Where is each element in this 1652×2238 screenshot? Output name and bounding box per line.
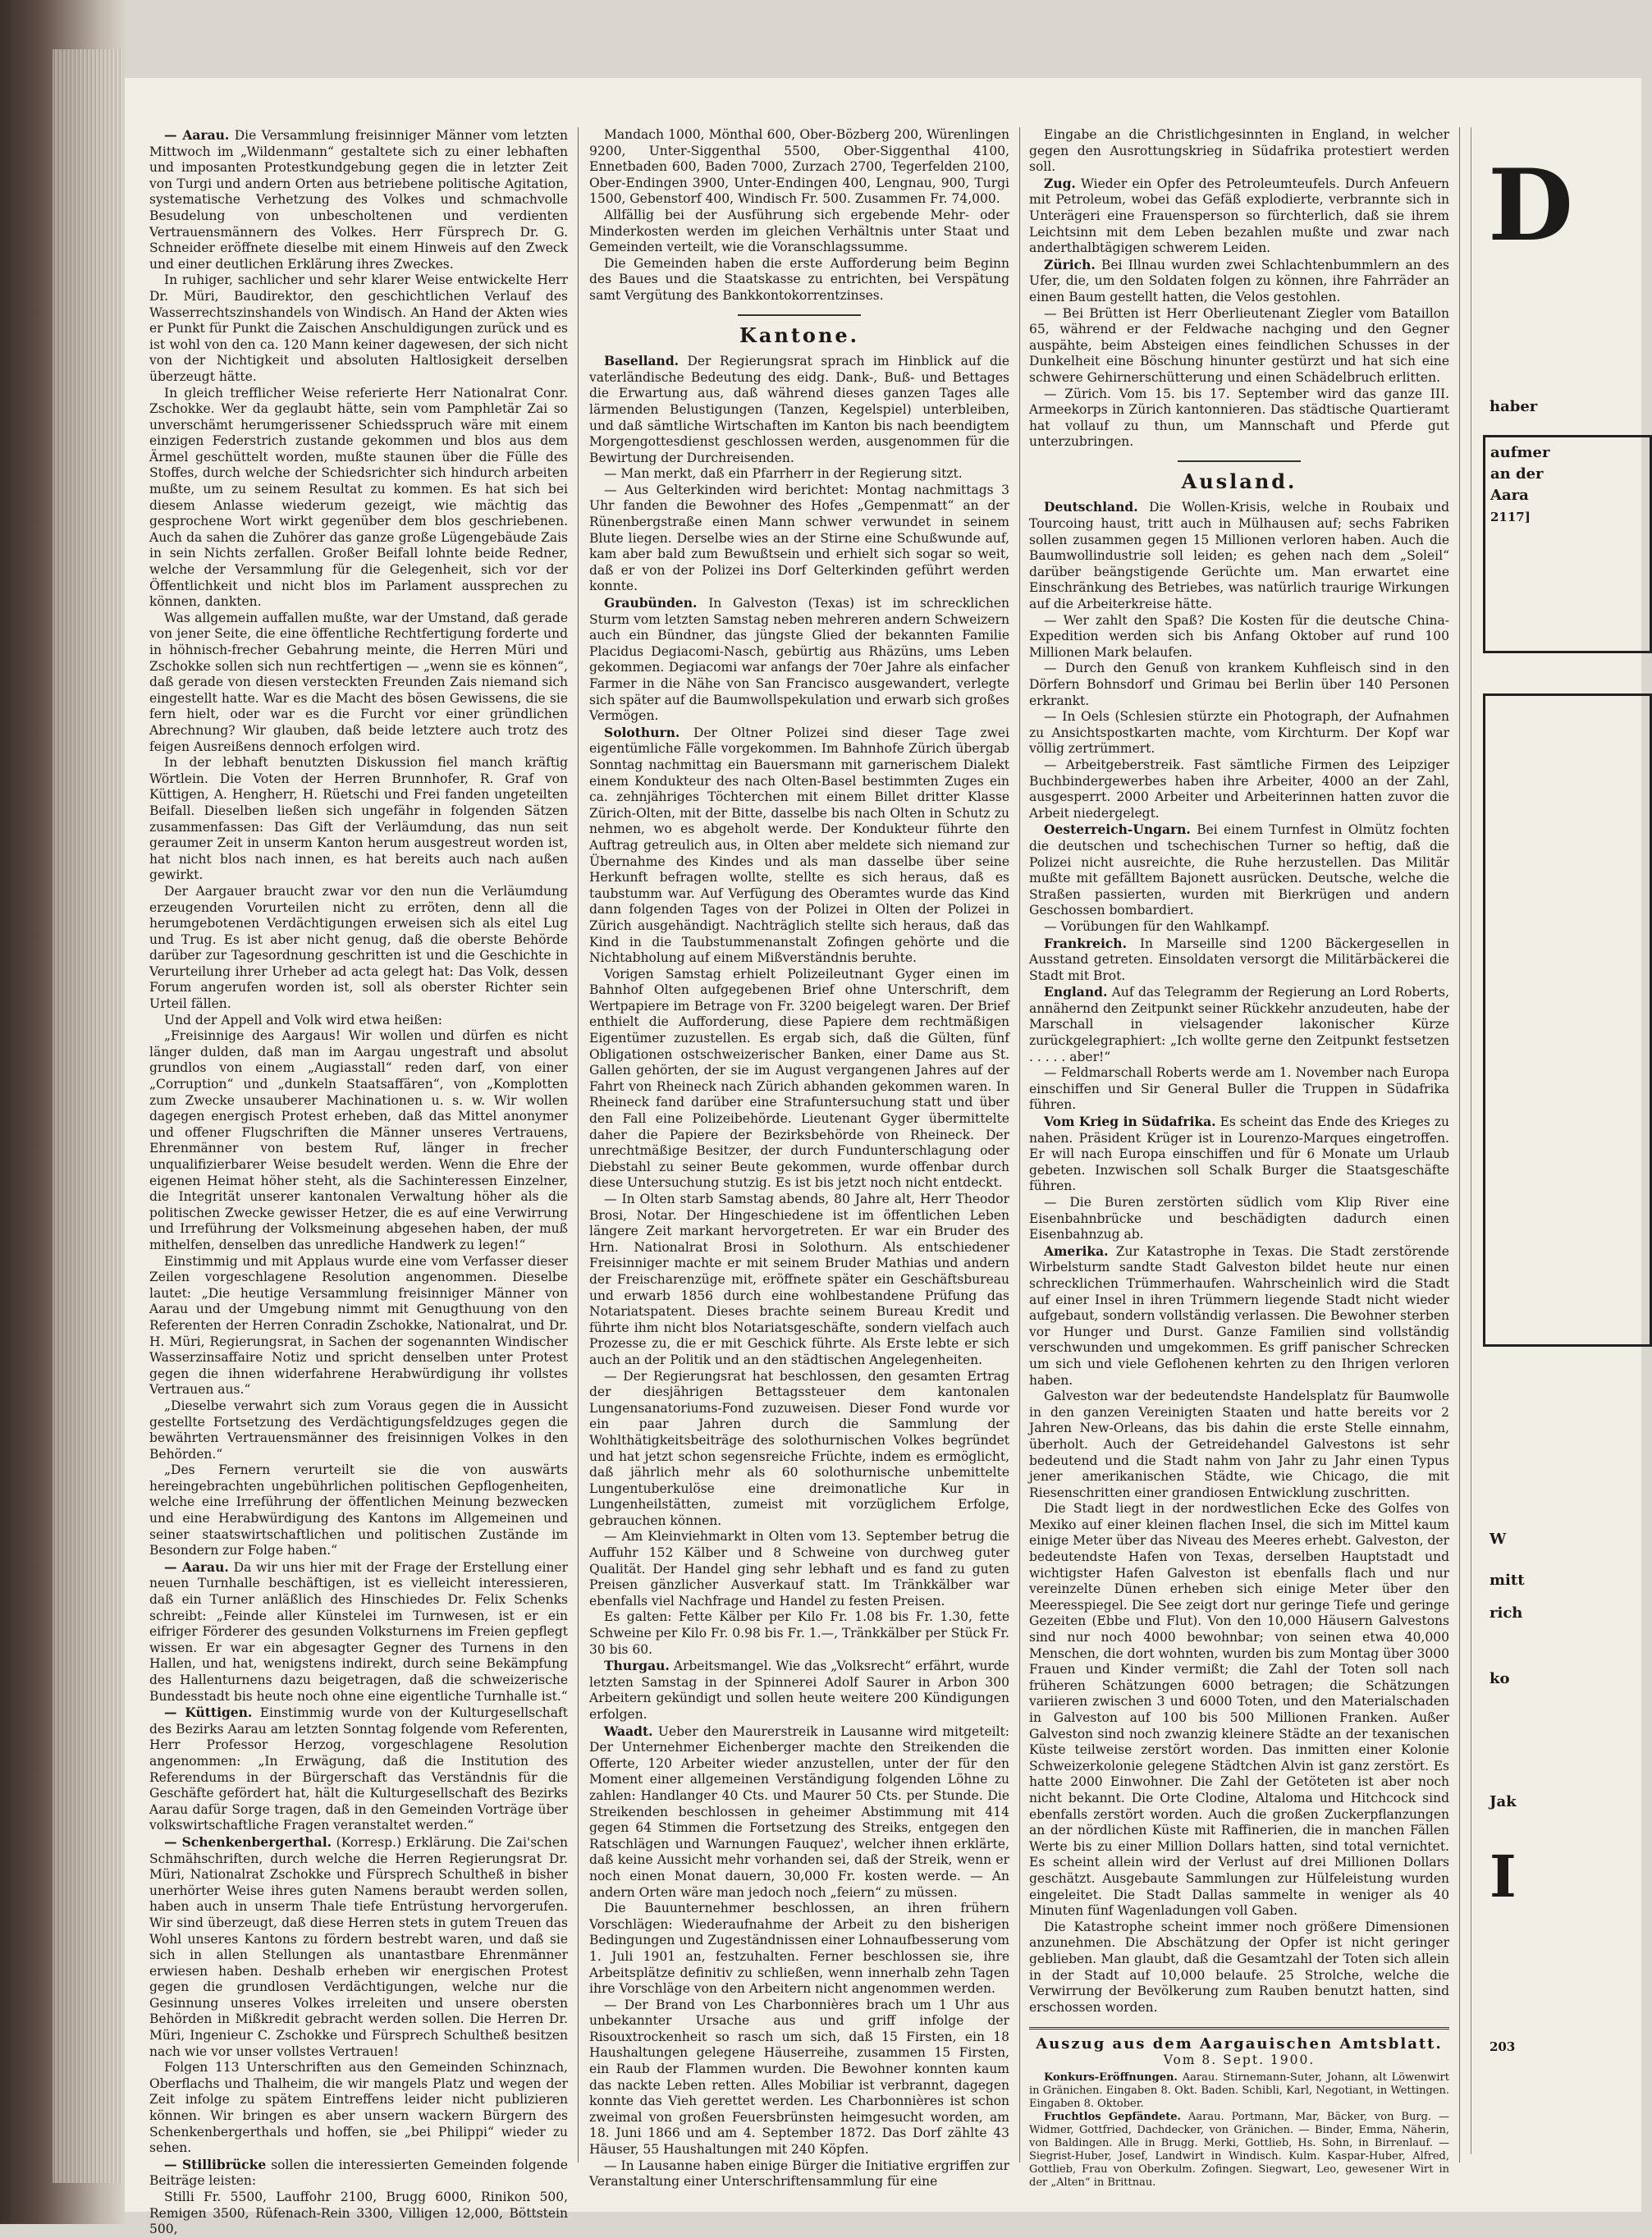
article-paragraph bbox=[149, 1254, 568, 1398]
article-text: Die Katastrophe scheint immer noch größere Dimensionen anzunehmen. Die Abschätzung der Opfer ist nicht geringer geblieben. Man glaubt, daß die Gesamtzahl der Toten sich allein in der Stadt auf 10,000 belaufe. 25 Strolche, welche die Verwirrung der Bevölkerung zum Rauben benutzt hatten, sind erschossen worden. bbox=[1029, 1919, 1449, 2015]
article-text: „Des Fernern verurteilt sie die von auswärts hereingebrachten ungebührlichen politischen Gepflogenheiten, welche eine Irreführung der öffentlichen Meinung bezwecken und eine Herabwürdigung des Kantons im Allgemeinen und seiner staatswirtschaftlichen und politischen Zustände im Besondern zur Folge haben.“ bbox=[149, 1462, 568, 1558]
article-text: Einstimmig wurde von der Kulturgesellschaft des Bezirks Aarau am letzten Sonntag folgende vom Referenten, Herr Professor Herzog, vorgeschlagene Resolution angenommen: „In Erwägung, daß die Institution des Referendums in der Bürgerschaft das Verständnis für die Geschäfte gefördert hat, hält die Kulturgesellschaft des Bezirks Aarau dafür Sorge tragen, daß in den Gemeinden Vorträge über volkswirtschaftliche Fragen veranstaltet werden.“ bbox=[149, 1705, 568, 1833]
fragment-text: W bbox=[1490, 1531, 1507, 1548]
article-text: Zur Katastrophe in Texas. Die Stadt zerstörende Wirbelsturm sandte Stadt Galveston bildet heute nur einen schrecklichen Trümmerhaufen. Wahrscheinlich wird die Stadt auf einer Insel in ihren Trümmern liegende Stadt nicht wieder aufgebaut, sondern vollständig verlassen. Die Bewohner sterben vor Hunger und Durst. Ganze Familien sind vollständig verschwunden und umgekommen. Es griff panischer Schrecken um sich und viele Geflohenen kehrten zu den Ihrigen verloren haben. bbox=[1029, 1243, 1449, 1388]
article-paragraph bbox=[149, 2190, 568, 2238]
article-paragraph bbox=[589, 2158, 1009, 2190]
article-text: — Der Regierungsrat hat beschlossen, den gesamten Ertrag der diesjährigen Bettagssteuer dem kantonalen Lungensanatoriums-Fond zuzuweisen. Dieser Fond wurde vor ein paar Jahren durch die Sammlung der Wohlthätigkeitsbeiträge des solothurnischen Volkes begründet und hat jetzt schon segensreiche Früchte, indem es ermöglicht, daß jährlich mehr als 60 solothurnische unbemittelte Lungentuberkulöse eine dreimonatliche Kur in Lungenheilstätten, zumeist mit vorzüglichem Erfolge, gebrauchen können. bbox=[589, 1368, 1009, 1528]
article-paragraph bbox=[1029, 1243, 1449, 1389]
article-text: Bei einem Turnfest in Olmütz fochten die deutschen und tschechischen Turner so heftig, daß die Polizei nicht ausreichte, die Ruhe herzustellen. Das Militär mußte mit gefälltem Bajonett ausrücken. Deutsche, welche die Straßen passierten, wurden mit Bierkrügen und andern Geschossen bombardiert. bbox=[1029, 822, 1449, 918]
column-rule bbox=[1019, 127, 1020, 2162]
article-text: Die Gemeinden haben die erste Aufforderung beim Beginn des Baues und die Staatskasse zu entrichten, bei Verspätung samt Vergütung des Bankkontokorrentzinses. bbox=[589, 255, 1009, 303]
article-paragraph bbox=[1029, 1920, 1449, 2016]
article-paragraph bbox=[149, 1028, 568, 1253]
amtsblatt-entry-text: Aarau. Stirnemann-Suter, Johann, alt Löwenwirt in Gränichen. Eingaben 8. Okt. Baden. Schibli, Karl, Negotiant, in Wettingen. Eingaben 8. Oktober. bbox=[1029, 2071, 1449, 2111]
article-text: In Marseille sind 1200 Bäckergesellen in Ausstand getreten. Einsoldaten versorgt die Militärbäckerei die Stadt mit Brot. bbox=[1029, 936, 1449, 983]
article-paragraph bbox=[149, 611, 568, 755]
article-text: Auf das Telegramm der Regierung an Lord Roberts, annähernd den Zeitpunkt seiner Rückkehr anzudeuten, habe der Marschall in vielsagender lakonischer Kürze zurückgelegraphiert: „Ich wollte gerne den Zeitpunkt festsetzen . . . . . aber!“ bbox=[1029, 985, 1449, 1064]
article-text: — Aus Gelterkinden wird berichtet: Montag nachmittags 3 Uhr fanden die Bewohner des Hofes „Gempenmatt“ an der Rünenbergstraße einen Mann schwer verwundet in seinem Blute liegen. Derselbe wies an der Stirne eine Schußwunde auf, kam aber bald zum Bewußtsein und erhielt sich sogar so weit, daß er von der Polizei ins Dorf Gelterkinden geführt werden konnte. bbox=[589, 482, 1009, 594]
article-paragraph bbox=[1029, 1065, 1449, 1114]
masthead-letter: D bbox=[1488, 148, 1574, 263]
article-paragraph bbox=[149, 2060, 568, 2157]
article-paragraph bbox=[1029, 613, 1449, 661]
article-text: Die Wollen-Krisis, welche in Roubaix und Tourcoing haust, tritt auch in Mülhausen auf; sechs Fabriken sollen zusammen gegen 15 Millionen verloren haben. Auch die Baumwollindustrie soll leiden; es gehen nach dem „Soleil“ darüber beängstigende Gerüchte um. Man erwartet eine Einschränkung des Betriebes, was natürlich traurige Wirkungen auf die Arbeiterkreise hätte. bbox=[1029, 500, 1449, 612]
article-lead: Vom Krieg in Südafrika. bbox=[1044, 1114, 1216, 1130]
article-text: (Korresp.) Erklärung. Die Zai'schen Schmähschriften, durch welche die Herren Regierungsrat Dr. Müri, Nationalrat Zschokke und Fürsprech Schultheß in bisher unerhörter Weise ihres guten Namens beraubt werden sollen, haben auch in unserm Thale tiefe Entrüstung hervorgerufen. Wir sind überzeugt, daß diese Herren stets in gutem Treuen das Wohl unseres Kantons zu fördern bestrebt waren, und daß sie sich in allen Stellungen als unantastbare Ehrenmänner erwiesen haben. Deshalb erheben wir energischen Protest gegen die grundlosen Verdächtigungen, welche nur die Gesinnung unseres Volkes irreleiten und unsere obersten Behörden in Mißkredit gebracht werden sollen. Die Herren Dr. Müri, Ingenieur C. Zschokke und Fürsprech Schultheß besitzen nach wie vor unser vollstes Vertrauen! bbox=[149, 1834, 569, 2059]
ad-frame bbox=[1483, 693, 1652, 1347]
article-paragraph bbox=[1029, 306, 1449, 387]
article-text: Wieder ein Opfer des Petroleumteufels. Durch Anfeuern mit Petroleum, wobei das Gefäß explodierte, verbrannte sich in Unterägeri eine Frauensperson so fürchterlich, daß sie ihrem Leichtsinn mit dem Leben bezahlen mußte und zwar nach anderthalbtägigen schwerem Leiden. bbox=[1029, 176, 1449, 256]
article-paragraph bbox=[149, 1559, 568, 1705]
article-paragraph bbox=[589, 1901, 1009, 1998]
article-lead: Solothurn. bbox=[604, 724, 680, 740]
article-text: — Zürich. Vom 15. bis 17. September wird das ganze III. Armeekorps in Zürich kantonnieren. Das städtische Quartieramt hat vollauf zu thun, um Mannschaft und Pferde gut unterzubringen. bbox=[1029, 386, 1449, 450]
article-lead: Waadt. bbox=[604, 1723, 653, 1739]
article-text: — Feldmarschall Roberts werde am 1. November nach Europa einschiffen und Sir General Buller die Truppen in Südafrika führen. bbox=[1029, 1065, 1449, 1113]
article-text: Ueber den Maurerstreik in Lausanne wird mitgeteilt: Der Unternehmer Eichenberger machte den Streikenden die Offerte, 120 Arbeiter wieder anzustellen, unter der für den Moment einer allgemeinen Verständigung folgenden Löhne zu zahlen: Handlanger 40 Cts. und Maurer 50 Cts. per Stunde. Die Streikenden beschlossen in geheimer Abstimmung mit 414 gegen 64 Stimmen die Fortsetzung des Streiks, entgegen den Ratschlägen und Warnungen Fauquez', welcher ihnen erklärte, daß keine Aussicht mehr vorhanden sei, daß der Streik, wenn er noch einen Monat dauern, 30,000 Fr. kosten werde. — An andern Orten wäre man jedoch noch „feiern“ zu müssen. bbox=[589, 1723, 1009, 1900]
article-text: — Die Buren zerstörten südlich vom Klip River eine Eisenbahnbrücke und beschädigten dadurch einen Eisenbahnzug ab. bbox=[1029, 1195, 1449, 1243]
article-text: In ruhiger, sachlicher und sehr klarer Weise entwickelte Herr Dr. Müri, Baudirektor, den geschichtlichen Verlauf des Wasserrechtszinshandels von Windisch. An Hand der Akten wies er Punkt für Punkt die Zaischen Anschuldigungen zurück und es ist wohl von den ca. 120 Mann keiner dagewesen, der sich nicht von der Nichtigkeit und absoluten Haltlosigkeit derselben überzeugt hätte. bbox=[149, 272, 568, 384]
article-paragraph bbox=[589, 1723, 1009, 1902]
article-text: Der Regierungsrat sprach im Hinblick auf die vaterländische Bedeutung des eidg. Dank-, Buß- und Bettages die Erwartung aus, daß während dieses ganzen Tages alle lärmenden Belustigungen (Tanzen, Kegelspiel) unterbleiben, und daß sämtliche Wirtschaften im Kanton bis nach beendigtem Morgengottesdienst geschlossen werden, ausgenommen für die Bewirtung der Durchreisenden. bbox=[589, 354, 1009, 465]
article-paragraph bbox=[149, 386, 568, 611]
article-paragraph bbox=[589, 1192, 1009, 1369]
fragment-text: Jak bbox=[1490, 1793, 1517, 1810]
amtsblatt-date: Vom 8. Sept. 1900. bbox=[1163, 2052, 1316, 2067]
article-text: — Wer zahlt den Spaß? Die Kosten für die deutsche China-Expedition werden sich bis Anfang Oktober auf rund 100 Millionen Mark belaufen. bbox=[1029, 612, 1449, 660]
article-paragraph bbox=[149, 1705, 568, 1834]
article-text: Es scheint das Ende des Krieges zu nahen. Präsident Krüger ist in Lourenzo-Marques eingetroffen. Er will nach Europa einschiffen und für 6 Monate um Urlaub gebeten. Inzwischen soll Schalk Burger die Staatsgeschäfte führen. bbox=[1029, 1114, 1449, 1194]
article-paragraph bbox=[1029, 1114, 1449, 1195]
article-text: Vorigen Samstag erhielt Polizeileutnant Gyger einen im Bahnhof Olten aufgegebenen Brief ohne Unterschrift, dem Wertpapiere im Betrage von Fr. 3200 beigelegt waren. Der Brief enthielt die Aufforderung, diese Papiere dem rechtmäßigen Eigentümer zuzustellen. Es ergab sich, daß die Gülten, fünf Obligationen ostschweizerischer Banken, einer Dame aus St. Gallen gehörten, der sie im August vergangenen Jahres auf der Fahrt von Rheineck nach Zürich abhanden gekommen waren. In Rheineck fand darüber eine Strafuntersuchung statt und über den Fall eine Polizeibehörde. Lieutenant Gyger übermittelte daher die Papiere der Bezirksbehörde von Rheineck. Der unrechtmäßige Besitzer, der durch Fundunterschlagung oder Diebstahl zu seiner Beute gekommen, wurde offenbar durch diese Untersuchung stutzig. Es ist bis jetzt noch nicht entdeckt. bbox=[589, 966, 1009, 1191]
article-paragraph bbox=[589, 466, 1009, 483]
article-lead: England. bbox=[1044, 984, 1108, 1000]
article-paragraph bbox=[1029, 709, 1449, 757]
fragment-text: 2117] bbox=[1490, 510, 1531, 524]
article-text: In gleich trefflicher Weise referierte Herr Nationalrat Conr. Zschokke. Wer da geglaubt hätte, sein vom Pamphletär Zai so unverschämt herumgerissener Schiedsspruch wäre mit einem einzigen Federstrich zustande gekommen und blos aus dem Ärmel geschüttelt worden, mußte staunen über die Fülle des Stoffes, durch welche der Schiedsrichter sich hindurch arbeiten mußte, um zu seinem Resultat zu kommen. Es hat sich bei diesem Anlasse wiederum gezeigt, wie mächtig das gesprochene Wort wirkt gegenüber dem blos geschriebenen. Auch da sahen die Zuhörer das ganze große Lügengebäude Zais in sein Nichts zerfallen. Großer Beifall lohnte beide Redner, welche der Versammlung für die Gelegenheit, sich vor der Öffentlichkeit und nicht blos im Parlament aussprechen zu können, dankten. bbox=[149, 385, 568, 610]
article-text: In der lebhaft benutzten Diskussion fiel manch kräftig Wörtlein. Die Voten der Herren Brunnhofer, R. Graf von Küttigen, A. Hengherr, H. Rüetschi und Frei fanden ungeteilten Beifall. Dieselben ließen sich ungefähr in folgenden Sätzen zusammenfassen: Das Gift der Verläumdung, das nun seit geraumer Zeit in unserm Kanton herum ausgestreut worden ist, hat nicht blos nach innen, es hat bereits auch nach außen gewirkt. bbox=[149, 755, 568, 883]
newspaper-page bbox=[125, 78, 1641, 2237]
article-lead: Graubünden. bbox=[604, 595, 698, 611]
article-paragraph bbox=[149, 1834, 568, 2060]
column-2 bbox=[589, 127, 1009, 2190]
next-page-strip bbox=[1471, 127, 1642, 2154]
article-paragraph bbox=[589, 1529, 1009, 1609]
article-text: Arbeitsmangel. Wie das „Volksrecht“ erfährt, wurde letzten Samstag in der Spinnerei Adolf Saurer in Arbon 300 Arbeitern gekündigt und sollen heute weitere 200 Kündigungen erfolgen. bbox=[589, 1659, 1009, 1722]
article-paragraph bbox=[149, 1462, 568, 1559]
fragment-text: aufmer bbox=[1490, 444, 1550, 461]
article-paragraph bbox=[589, 127, 1009, 208]
article-text: Was allgemein auffallen mußte, war der Umstand, daß gerade von jener Seite, die eine öffentliche Rechtfertigung forderte und in höhnisch-frecher Gebahrung meinte, die Herren Müri und Zschokke sollen sich nun rechtfertigen — „wenn sie es können“, daß gerade von diesen versteckten Freunden Zais niemand sich eingestellt hatte. War es die Macht des bösen Gewissens, die sie fern hielt, oder war es die Furcht vor einer gründlichen Abrechnung? Wir glauben, daß beide letztere auch trotz des feigen Ausreißens dennoch erfolgen wird. bbox=[149, 610, 568, 754]
article-text: Einstimmig und mit Applaus wurde eine vom Verfasser dieser Zeilen vorgeschlagene Resolution angenommen. Dieselbe lautet: „Die heutige Versammlung freisinniger Männer von Aarau und der Umgebung nimmt mit Genugthuung von den Referenten der Herren Conradin Zschokke, Nationalrat, und Dr. H. Müri, Regierungsrat, in Sachen der sogenannten Windischer Wasserzinsaffaire Notiz und spricht denselben unter Protest gegen die ihnen widerfahrene Herabwürdigung ihr vollstes Vertrauen aus.“ bbox=[149, 1253, 568, 1398]
article-lead: Oesterreich-Ungarn. bbox=[1044, 822, 1191, 838]
fragment-text: mitt bbox=[1490, 1572, 1525, 1589]
article-lead: Frankreich. bbox=[1044, 935, 1127, 951]
article-text: Bei Illnau wurden zwei Schlachtenbummlern an des Ufer, die, um den Soldaten folgen zu können, ihre Fahrräder an einen Baum gestellt hatten, die Velos gestohlen. bbox=[1029, 257, 1449, 304]
article-paragraph bbox=[1029, 984, 1449, 1065]
article-paragraph bbox=[1029, 822, 1449, 919]
article-text: In Galveston (Texas) ist im schrecklichen Sturm vom letzten Samstag neben mehreren andern Schweizern auch ein Bündner, das jüngste Glied der bekannten Familie Placidus Degiacomi-Nasch, gebürtig aus Rhäzüns, ums Leben gekommen. Degiacomi war anfangs der 70er Jahre als einfacher Farmer in die Nähe von San Francisco ausgewandert, verlegte sich später auf die Baumwollspekulation und erwarb sich großes Vermögen. bbox=[589, 596, 1009, 724]
article-paragraph bbox=[149, 2157, 568, 2190]
column-rule bbox=[1459, 127, 1460, 2162]
article-paragraph bbox=[1029, 127, 1449, 176]
article-paragraph bbox=[589, 1369, 1009, 1530]
ad-frame bbox=[1483, 435, 1652, 653]
article-text: Stilli Fr. 5500, Lauffohr 2100, Brugg 6000, Rinikon 500, Remigen 3500, Rüfenach-Rein 3300, Villigen 12,000, Böttstein 500, bbox=[149, 2190, 568, 2237]
article-text: Folgen 113 Unterschriften aus den Gemeinden Schinznach, Oberflachs und Thalheim, die wir mangels Platz und wegen der Zeit infolge zu spätem Eintreffens leider nicht publizieren können. Wir bringen es aber unsern wackern Bürgern des Schenkenbergerthals und hoffen, sie „bei Philippi“ wieder zu sehen. bbox=[149, 2060, 568, 2156]
article-lead: Baselland. bbox=[604, 353, 680, 369]
article-text: Und der Appell and Volk wird etwa heißen: bbox=[164, 1012, 442, 1027]
article-text: Die Versammlung freisinniger Männer vom letzten Mittwoch im „Wildenmann“ gestaltete sich zu einer lebhaften und imposanten Protestkundgebung gegen die in letzter Zeit von Turgi und andern Orten aus betriebene politische Agitation, systematische Verhetzung des Volkes und schmachvolle Besudelung von unbescholtenen und verdienten Vertrauensmännern des Volkes. Herr Fürsprech Dr. G. Schneider eröffnete dieselbe mit einem Hinweis auf den Zweck und einer deutlichen Erklärung ihres Zweckes. bbox=[149, 128, 569, 272]
page-edges bbox=[53, 49, 123, 2183]
article-lead: Thurgau. bbox=[604, 1658, 670, 1674]
article-paragraph bbox=[1029, 257, 1449, 306]
article-paragraph bbox=[149, 127, 568, 272]
amtsblatt-entry bbox=[1029, 2111, 1449, 2190]
article-paragraph bbox=[1029, 1389, 1449, 1501]
fragment-text: rich bbox=[1490, 1604, 1523, 1622]
article-paragraph bbox=[149, 1013, 568, 1029]
amtsblatt-entry-lead: Fruchtlos Gepfändete. bbox=[1044, 2111, 1182, 2124]
article-lead: Zürich. bbox=[1044, 256, 1096, 272]
article-paragraph bbox=[1029, 1195, 1449, 1243]
section-title-kantone: Kantone. bbox=[739, 323, 860, 347]
article-text: Die Bauunternehmer beschlossen, an ihren frühern Vorschlägen: Wiederaufnahme der Arbeit zu den bisherigen Bedingungen und Zugeständnissen einer Lohnaufbesserung vom 1. Juli 1901 an, festzuhalten. Ferner beschlossen sie, ihre Arbeitsplätze definitiv zu schließen, wenn innerhalb zehn Tagen ihre Vorschläge von den Arbeitern nicht angenommen werden. bbox=[589, 1901, 1009, 1997]
article-lead: — Küttigen. bbox=[164, 1705, 253, 1721]
article-paragraph bbox=[589, 256, 1009, 304]
article-text: sollen die interessierten Gemeinden folgende Beiträge leisten: bbox=[149, 2157, 568, 2189]
section-title-ausland: Ausland. bbox=[1181, 469, 1297, 493]
amtsblatt-entry-lead: Konkurs-Eröffnungen. bbox=[1044, 2071, 1178, 2085]
article-paragraph bbox=[1029, 757, 1449, 822]
article-text: — Am Kleinviehmarkt in Olten vom 13. September betrug die Auffuhr 152 Kälber und 8 Schweine von durchweg guter Qualität. Der Handel ging sehr lebhaft und es fand zu guten Preisen gänzlicher Ausverkauf statt. Im Tränkkälber war ebenfalls viel Nachfrage und Handel zu festen Preisen. bbox=[589, 1529, 1009, 1609]
amtsblatt-box bbox=[1029, 2027, 1449, 2190]
article-text: Allfällig bei der Ausführung sich ergebende Mehr- oder Minderkosten werden im gleichen Verhältnis unter Staat und Gemeinden verteilt, wie die Voranschlagssumme. bbox=[589, 207, 1009, 255]
article-paragraph bbox=[1029, 176, 1449, 257]
article-lead: Amerika. bbox=[1044, 1243, 1109, 1259]
article-lead: — Aarau. bbox=[164, 1558, 229, 1575]
article-text: — Durch den Genuß von krankem Kuhfleisch sind in den Dörfern Bohnsdorf und Grimau bei Berlin über 140 Personen erkrankt. bbox=[1029, 661, 1449, 708]
article-lead: — Stillibrücke bbox=[164, 2156, 267, 2172]
article-paragraph bbox=[589, 725, 1009, 967]
article-text: — In Oels (Schlesien stürzte ein Photograph, der Aufnahmen zu Ansichtspostkarten machte, vom Kirchturm. Der Kopf war völlig zertrümmert. bbox=[1029, 709, 1449, 757]
article-paragraph bbox=[1029, 919, 1449, 936]
article-text: — Man merkt, daß ein Pfarrherr in der Regierung sitzt. bbox=[604, 466, 963, 482]
fragment-text: an der bbox=[1490, 465, 1544, 483]
article-text: — Arbeitgeberstreik. Fast sämtliche Firmen des Leipziger Buchbindergewerbes haben ihre Arbeiter, 4000 an der Zahl, ausgesperrt. 2000 Arbeiter und Arbeiterinnen hatten zuvor die Arbeit niedergelegt. bbox=[1029, 757, 1449, 821]
amtsblatt-entry bbox=[1029, 2071, 1449, 2111]
book-spine bbox=[0, 0, 125, 2224]
article-paragraph bbox=[589, 483, 1009, 595]
article-paragraph bbox=[149, 1398, 568, 1462]
section-divider bbox=[738, 314, 861, 316]
article-text: Der Oltner Polizei sind dieser Tage zwei eigentümliche Fälle vorgekommen. Im Bahnhofe Zürich übergab Sonntag nachmittag ein Bauersmann mit garnerischem Dialekt einem Kondukteur des nach Olten-Basel bestimmten Zuges ein ca. zehnjähriges Töchterchen mit einem Billet dritter Klasse Zürich-Olten, mit der Bitte, dasselbe bis nach Olten in Schutz zu nehmen, wo es abgeholt werde. Der Kondukteur führte den Auftrag getreulich aus, in Olten aber meldete sich niemand zur Übernahme des Kindes und als man dasselbe über seine Herkunft befragen wollte, stellte es sich heraus, daß es taubstumm war. Auf Verfügung des Oberamtes wurde das Kind dann folgenden Tages von der Polizei in Olten der Polizei in Zürich ausgehändigt. Nachträglich stellte sich heraus, daß das Kind in die Taubstummenanstalt Zofingen gehörte und die Nichtabholung auf einem Mißverständnis beruhte. bbox=[589, 725, 1009, 966]
article-paragraph bbox=[589, 353, 1009, 466]
article-text: Der Aargauer braucht zwar vor den nun die Verläumdung erzeugenden Vorurteilen nicht zu erröten, denn all die herumgebotenen Verdächtigungen erweisen sich als eitel Lug und Trug. Es ist aber nicht genug, daß die oberste Behörde darüber zur Tagesordnung geschritten ist und die Geschichte in Verurteilung ihrer Urheber ad acta gelegt hat: Das Volk, dessen Forum angerufen worden ist, soll als oberster Richter sein Urteil fällen. bbox=[149, 883, 568, 1012]
article-text: „Dieselbe verwahrt sich zum Voraus gegen die in Aussicht gestellte Fortsetzung des Verdächtigungsfeldzuges gegen die bewährten Vertrauensmänner des freisinnigen Volkes in den Behörden.“ bbox=[149, 1398, 568, 1462]
article-paragraph bbox=[149, 884, 568, 1013]
section-divider bbox=[1178, 460, 1301, 462]
article-text: — Bei Brütten ist Herr Oberlieutenant Ziegler vom Bataillon 65, während er der Feldwache nachging und den Gegner auspähte, beim Absteigen eines feindlichen Schusses in der Dunkelheit eine Böschung hinunter gestürzt und hat sich eine schwere Gehirnerschütterung und einen Schädelbruch erlitten. bbox=[1029, 305, 1449, 385]
column-rule bbox=[578, 127, 579, 2162]
article-lead: — Schenkenbergerthal. bbox=[164, 1833, 332, 1850]
article-text: „Freisinnige des Aargaus! Wir wollen und dürfen es nicht länger dulden, daß man im Aargau ungestraft und absolut grundlos von einem „Augiasstall“ reden darf, von einer „Corruption“ und „dunkeln Staatsaffären“, von „Komplotten zum Zwecke unsauberer Machinationen u. s. w. Wir wollen dagegen energisch Protest erheben, daß das Mittel anonymer und offener Flugschriften die Männer unseres Vertrauens, Ehrenmänner von bestem Ruf, länger in frecher unqualifizierbarer Weise besudelt werden. Wenn die Ehre der eigenen Heimat höher steht, als die Sachinteressen Einzelner, die Integrität unserer kantonalen Verwaltung höher als die politischen Zwecke gewisser Hetzer, die es auf eine Verwirrung und Irreführung der Volksmeinung abgesehen haben, der muß mithelfen, denselben das unredliche Handwerk zu legen!“ bbox=[149, 1028, 568, 1252]
fragment-text: haber bbox=[1490, 398, 1538, 415]
article-paragraph bbox=[1029, 387, 1449, 451]
article-paragraph bbox=[589, 595, 1009, 725]
article-text: — In Lausanne haben einige Bürger die Initiative ergriffen zur Veranstaltung einer Unterschriftensammlung für eine bbox=[589, 2158, 1009, 2190]
article-paragraph bbox=[589, 208, 1009, 256]
article-paragraph bbox=[149, 755, 568, 884]
fragment-text: Aara bbox=[1490, 487, 1529, 504]
article-text: — Der Brand von Les Charbonnières brach um 1 Uhr aus unbekannter Ursache aus und griff infolge der Risouxtrockenheit so rasch um sich, daß 15 Firsten, ein 18 Haushaltungen gelegene Häuserreihe, zusammen 15 Firsten, ein Raub der Flammen wurden. Die Bewohner konnten kaum das nackte Leben retten. Alles Mobiliar ist verbrannt, dagegen konnte das Vieh gerettet werden. Les Charbonnières ist schon zweimal von großen Feuersbrünsten heimgesucht worden, am 18. Juni 1866 und am 4. September 1872. Das Dorf zählte 43 Häuser, 55 Haushaltungen mit 240 Köpfen. bbox=[589, 1997, 1009, 2158]
column-3 bbox=[1029, 127, 1449, 2190]
article-paragraph bbox=[1029, 661, 1449, 709]
article-lead: Zug. bbox=[1044, 175, 1076, 191]
article-text: Galveston war der bedeutendste Handelsplatz für Baumwolle in den ganzen Vereinigten Staaten und hatte bereits vor 2 Jahren New-Orleans, das bis dahin die erste Stelle einnahm, überholt. Auch der Getreidehandel Galvestons ist sehr bedeutend und die Stadt nahm von Jahr zu Jahr einen Typus jener amerikanischen Städte, wie Chicago, die mit Riesenschritten einer grandiosen Entwicklung zuschritten. bbox=[1029, 1389, 1449, 1500]
article-text: — In Olten starb Samstag abends, 80 Jahre alt, Herr Theodor Brosi, Notar. Der Hingeschiedene ist im öffentlichen Leben längere Zeit markant hervorgetreten. Er war ein Bruder des Hrn. Nationalrat Brosi in Solothurn. Als entschiedener Freisinniger machte er mit seinem Bruder Mathias und andern der Freischarenzüge mit, eröffnete später ein Geschäftsbureau und erwarb 1856 durch eine wohlbestandene Prüfung das Notariatspatent. Dieses brachte seinem Bureau Kredit und führte ihm nicht blos Notariatsgeschäfte, sondern vielfach auch Prozesse zu, die er mit Geschick führte. Als Erste lebte er sich auch an der Politik und an den städtischen Angelegenheiten. bbox=[589, 1192, 1009, 1367]
article-paragraph bbox=[1029, 1501, 1449, 1919]
article-paragraph bbox=[589, 967, 1009, 1192]
amtsblatt-entry-text: Aarau. Portmann, Mar, Bäcker, von Burg. — Widmer, Gottfried, Dachdecker, von Gränichen. — Binder, Emma, Näherin, von Baldingen. Alle in Brugg. Merki, Gottlieb, Hs. Sohn, in Birrenlauf. — Siegrist-Huber, Josef, Landwirt in Windisch. Kulm. Kaspar-Huber, Alfred, Gottlieb, Frau von Oberkulm. Zofingen. Siegwart, Leo, gewesener Wirt in der „Alten“ in Brittnau. bbox=[1029, 2111, 1449, 2190]
fragment-text: 203 bbox=[1490, 2039, 1516, 2054]
article-paragraph bbox=[589, 1998, 1009, 2158]
fragment-letter: I bbox=[1490, 1842, 1517, 1911]
article-paragraph bbox=[589, 1609, 1009, 1658]
article-paragraph bbox=[1029, 936, 1449, 985]
column-1 bbox=[149, 127, 569, 2237]
article-lead: Deutschland. bbox=[1044, 499, 1138, 515]
article-text: — Vorübungen für den Wahlkampf. bbox=[1044, 918, 1270, 934]
fragment-text: ko bbox=[1490, 1670, 1510, 1687]
article-text: Mandach 1000, Mönthal 600, Ober-Bözberg 200, Würenlingen 9200, Unter-Siggenthal 5500, Ober-Siggenthal 4100, Ennetbaden 600, Baden 7000, Zurzach 2700, Tegerfelden 2100, Ober-Endingen 3900, Unter-Endingen 400, Lengnau, 900, Turgi 1500, Gebenstorf 400, Windisch Fr. 500. Zusammen Fr. 74,000. bbox=[589, 127, 1009, 207]
article-text: Es galten: Fette Kälber per Kilo Fr. 1.08 bis Fr. 1.30, fette Schweine per Kilo Fr. 0.98 bis Fr. 1.—, Tränkkälber per Stück Fr. 30 bis 60. bbox=[589, 1609, 1009, 1657]
article-paragraph bbox=[589, 1658, 1009, 1723]
article-text: Eingabe an die Christlichgesinnten in England, in welcher gegen den Ausrottungskrieg in Südafrika protestiert werden soll. bbox=[1029, 127, 1449, 175]
amtsblatt-title: Auszug aus dem Aargauischen Amtsblatt. bbox=[1036, 2035, 1443, 2053]
article-text: Da wir uns hier mit der Frage der Erstellung einer neuen Turnhalle beschäftigen, ist es vielleicht interessieren, daß ein Turner anläßlich des Hinschiedes Dr. Felix Schenks schreibt: „Feinde aller Künstelei im Turnwesen, ist er ein eifriger Förderer des gesunden Volksturnens im Freien gepflegt wissen. Er war ein abgesagter Gegner des Turnens in den Hallen, und hat, wenigstens indirekt, durch seine Bekämpfung des Hallenturnens dazu beigetragen, daß die schweizerische Bundesstadt bis heute noch ohne eine eigentliche Turnhalle ist.“ bbox=[149, 1559, 568, 1704]
article-paragraph bbox=[1029, 499, 1449, 612]
article-text: Die Stadt liegt in der nordwestlichen Ecke des Golfes von Mexiko auf einer kleinen flachen Insel, die sich im Mittel kaum einige Meter über das Niveau des Meeres erhebt. Galveston, der bedeutendste Hafen von Texas, derselben Hauptstadt und wichtigster Hafen Galveston ist ebenfalls flach und nur vereinzelte Dünen erheben sich einige Meter über den Meeresspiegel. Die See zeigt dort nur geringe Tiefe und geringe Gezeiten (Ebbe und Flut). Von den 10,000 Häusern Galvestons sind nur noch 4000 bewohnbar; von seinen etwa 40,000 Menschen, die dort wohnten, wurden bis zum Montag über 3000 Frauen und Kinder vermißt; die Zahl der Toten soll nach früheren Schätzungen 6000 betragen; die Schätzungen variieren zwischen 3 und 6000 Toten, und den Materialschaden in Galveston auf 100 bis 500 Millionen Franken. Außer Galveston sind noch zwanzig kleinere Städte an der texanischen Küste teilweise zerstört worden. Das inmitten einer Kolonie Schweizerkolonie gelegene Städtchen Alvin ist ganz zerstört. Es hatte 2000 Einwohner. Die Zahl der Getöteten ist aber noch nicht bekannt. Die Orte Clodine, Altaloma und Hitchcock sind ebenfalls zerstört worden. Auch die großen Zuckerpflanzungen an der nördlichen Küste mit Raffinerien, die in manchen Fällen Werte bis zu einer Million Dollars hatten, sind total vernichtet. Es scheint allein wird der Verlust auf drei Millionen Dollars geschätzt. Ausgebaute Sammlungen zur Hülfeleistung wurden eingeleitet. Die Stadt Dallas sammelte in weniger als 40 Minuten fünf Wagenladungen voll Gaben. bbox=[1029, 1501, 1449, 1919]
article-paragraph bbox=[149, 272, 568, 385]
article-lead: — Aarau. bbox=[164, 127, 230, 143]
